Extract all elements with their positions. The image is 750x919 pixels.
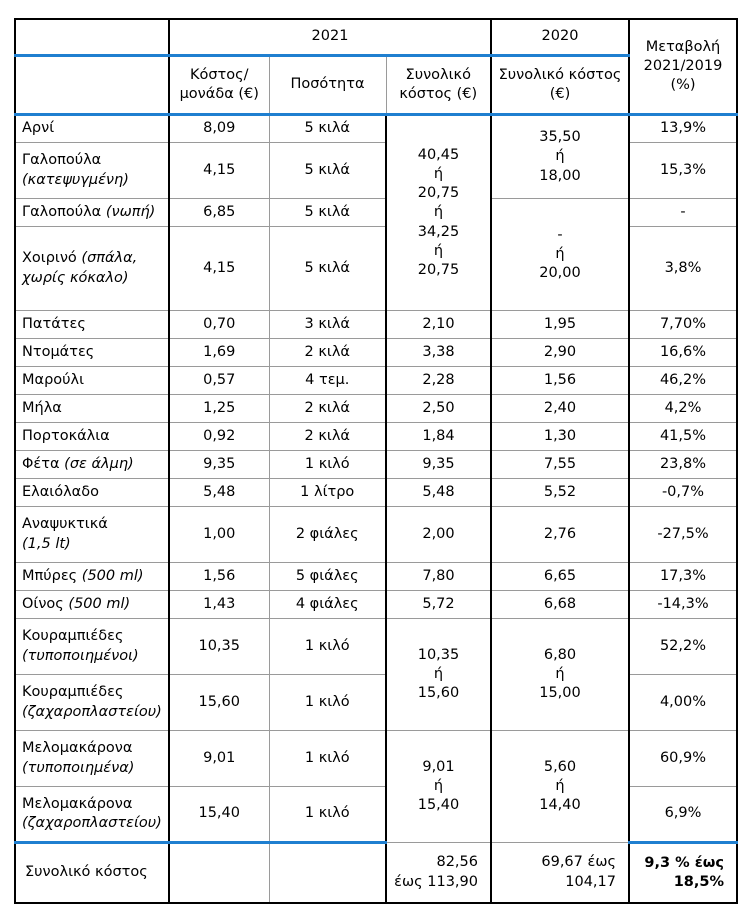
total-cost-2021: 7,80 [386,563,491,591]
cost-per-unit: 4,15 [169,227,269,311]
table-header-subrow [15,56,737,115]
quantity: 5 κιλά [269,115,386,143]
item-name-main: Κουραμπιέδες [22,684,124,701]
cost-per-unit: 5,48 [169,479,269,507]
change-percent: 41,5% [629,423,737,451]
item-name [15,507,169,563]
item-name-qualifier: (500 ml) [68,595,131,612]
cost-per-unit: 1,69 [169,339,269,367]
table-row [15,563,737,591]
item-name: Μήλα [15,395,169,423]
item-name-main: Μπύρες [22,567,78,584]
merged-line: - [557,226,563,243]
change-percent: - [629,199,737,227]
merged-line: 34,25 [417,223,460,240]
total-cost-2021: 2,10 [386,311,491,339]
table-row [15,451,737,479]
item-name [15,731,169,787]
table-row [15,731,737,787]
table-row [15,143,737,199]
item-name-main: Χοιρινό (σπάλα, [22,250,138,267]
merged-line: ή [433,665,444,682]
merged-line: 10,35 [417,646,460,663]
merged-line: ή [555,777,565,794]
header-cost-unit-line2: μονάδα (€) [179,86,259,102]
item-name [15,451,169,479]
total-cost-2020: 1,30 [491,423,629,451]
item-name-qualifier-open: (σπάλα, [81,250,138,267]
total-cost-2021: 2,00 [386,507,491,563]
total-row-label: Συνολικό κόστος [15,843,169,904]
table-row [15,339,737,367]
header-group-2021: 2021 [169,19,491,56]
header-total2020-line2: (€) [549,86,571,102]
merged-line: 6,80 [543,646,577,663]
item-name-qualifier: (κατεψυγμένη) [22,171,129,188]
table-row [15,115,737,143]
total-cost-2021: 2,28 [386,367,491,395]
header-change-line1: Μεταβολή [645,38,721,55]
table-row [15,591,737,619]
cost-per-unit: 10,35 [169,619,269,675]
change-percent: 17,3% [629,563,737,591]
item-name-main: Γαλοπούλα [22,203,102,220]
table-row [15,507,737,563]
total-cost-2021-merged-meat [386,115,491,311]
total-cost-2020: 2,90 [491,339,629,367]
total-row-total-2021 [386,843,491,904]
merged-line: 15,00 [539,685,581,702]
quantity: 5 κιλά [269,199,386,227]
quantity: 2 κιλά [269,423,386,451]
header-total2021-line2: κόστος (€) [399,86,478,102]
table-row [15,227,737,311]
total-cost-2021: 5,48 [386,479,491,507]
total-2021-line2: έως 113,90 [394,873,478,890]
merged-line: 5,60 [543,758,577,775]
total-cost-2020: 1,56 [491,367,629,395]
cost-per-unit: 9,35 [169,451,269,479]
total-change-line2: 18,5% [673,874,724,890]
change-percent: -0,7% [629,479,737,507]
merged-line: 15,60 [417,685,460,702]
change-percent: -27,5% [629,507,737,563]
item-name: Αρνί [15,115,169,143]
item-name-main: Κουραμπιέδες [22,628,124,645]
cost-per-unit: 6,85 [169,199,269,227]
item-name-main: Οίνος [22,595,64,612]
header-quantity: Ποσότητα [269,56,386,115]
cost-per-unit: 15,40 [169,787,269,843]
quantity: 1 κιλό [269,787,386,843]
merged-line: ή [433,204,444,221]
total-cost-2020: 2,40 [491,395,629,423]
change-percent: 13,9% [629,115,737,143]
merged-line: ή [433,242,444,259]
table-row [15,675,737,731]
item-name [15,787,169,843]
quantity: 1 κιλό [269,619,386,675]
table-row [15,311,737,339]
total-cost-2020: 5,52 [491,479,629,507]
item-name: Πατάτες [15,311,169,339]
total-row-quantity [269,843,386,904]
change-percent: -14,3% [629,591,737,619]
cost-per-unit: 4,15 [169,143,269,199]
quantity: 2 κιλά [269,395,386,423]
merged-line: 14,40 [539,797,581,814]
merged-line: 20,75 [417,185,460,202]
header-change-line3: (%) [670,77,696,94]
total-cost-2020-merged-turkey [491,115,629,199]
header-cost-unit-line1: Κόστος/ [189,66,249,83]
total-row-change [629,843,737,904]
merged-line: 9,01 [422,758,455,775]
total-cost-2021: 1,84 [386,423,491,451]
change-percent: 3,8% [629,227,737,311]
item-name [15,563,169,591]
total-2021-line1: 82,56 [436,854,478,871]
merged-line: ή [555,148,565,165]
quantity: 5 κιλά [269,227,386,311]
item-name [15,199,169,227]
header-change-line2: 2021/2019 [643,57,723,74]
header-total-cost-2021 [386,56,491,115]
total-row-cost-unit [169,843,269,904]
header-total-cost-2020 [491,56,629,115]
header-group-2020: 2020 [491,19,629,56]
quantity: 4 τεμ. [269,367,386,395]
item-name-qualifier: (500 ml) [81,567,144,584]
table-row [15,423,737,451]
table-row [15,395,737,423]
item-name-qualifier: (τυποποιημένα) [22,759,135,776]
item-name [15,591,169,619]
merged-line: ή [555,245,565,262]
total-cost-2020: 6,65 [491,563,629,591]
total-cost-2020-merged-kourabiedes [491,619,629,731]
merged-line: 18,00 [539,167,581,184]
total-row-total-2020 [491,843,629,904]
change-percent: 52,2% [629,619,737,675]
quantity: 1 κιλό [269,675,386,731]
item-name-main: Αναψυκτικά [22,516,108,533]
item-name: Ελαιόλαδο [15,479,169,507]
merged-line: ή [555,665,565,682]
merged-line: 20,75 [417,261,460,278]
cost-per-unit: 1,00 [169,507,269,563]
total-cost-2021: 3,38 [386,339,491,367]
item-name: Ντομάτες [15,339,169,367]
item-name-main: Μελομακάρονα [22,740,133,757]
cost-per-unit: 0,57 [169,367,269,395]
item-name-qualifier: (ζαχαροπλαστείου) [22,703,162,720]
merged-line: 40,45 [417,147,460,164]
total-cost-2020-merged-pork [491,199,629,311]
cost-per-unit: 0,70 [169,311,269,339]
quantity: 3 κιλά [269,311,386,339]
quantity: 2 φιάλες [269,507,386,563]
merged-line: ή [433,777,444,794]
total-cost-2020: 1,95 [491,311,629,339]
item-name [15,619,169,675]
item-name [15,675,169,731]
change-percent: 16,6% [629,339,737,367]
quantity: 5 κιλά [269,143,386,199]
cost-per-unit: 8,09 [169,115,269,143]
quantity: 2 κιλά [269,339,386,367]
total-cost-2020: 7,55 [491,451,629,479]
header-total2021-line1: Συνολικό [405,66,471,83]
change-percent: 4,2% [629,395,737,423]
item-name: Μαρούλι [15,367,169,395]
price-comparison-table-container [14,18,736,904]
cost-per-unit: 1,56 [169,563,269,591]
cost-per-unit: 0,92 [169,423,269,451]
item-name-main: Γαλοπούλα [22,152,102,169]
merged-line: 20,00 [539,265,581,282]
quantity: 4 φιάλες [269,591,386,619]
cost-per-unit: 9,01 [169,731,269,787]
quantity: 1 κιλό [269,451,386,479]
item-name-qualifier: (νωπή) [105,203,156,220]
item-name-qualifier: (1,5 lt) [22,535,71,552]
merged-line: 15,40 [417,797,460,814]
total-cost-2021: 5,72 [386,591,491,619]
quantity: 5 φιάλες [269,563,386,591]
header-cost-per-unit [169,56,269,115]
change-percent: 46,2% [629,367,737,395]
table-row [15,479,737,507]
total-2020-line1: 69,67 έως [541,854,616,871]
table-row [15,619,737,675]
change-percent: 7,70% [629,311,737,339]
total-cost-2021-merged-kourabiedes [386,619,491,731]
price-comparison-table [14,18,738,904]
total-cost-2020: 6,68 [491,591,629,619]
item-name-main: Μελομακάρονα [22,795,133,812]
quantity: 1 κιλό [269,731,386,787]
total-cost-2021: 2,50 [386,395,491,423]
header-item-cell [15,56,169,115]
total-change-line1: 9,3 % έως [644,854,724,871]
item-name-main: Φέτα [22,455,60,472]
quantity: 1 λίτρο [269,479,386,507]
item-name-qualifier: (σε άλμη) [64,455,134,472]
merged-line: ή [433,166,444,183]
change-percent: 60,9% [629,731,737,787]
total-2020-line2: 104,17 [565,873,616,890]
change-percent: 6,9% [629,787,737,843]
header-total2020-line1: Συνολικό κόστος [498,66,622,83]
change-percent: 4,00% [629,675,737,731]
change-percent: 23,8% [629,451,737,479]
total-cost-2020-merged-melomakarona [491,731,629,843]
cost-per-unit: 15,60 [169,675,269,731]
change-percent: 15,3% [629,143,737,199]
merged-line: 35,50 [539,129,581,146]
item-name [15,143,169,199]
table-row [15,787,737,843]
total-cost-2020: 2,76 [491,507,629,563]
item-name: Πορτοκάλια [15,423,169,451]
item-name-qualifier: (τυποποιημένοι) [22,647,139,664]
item-name-qualifier: χωρίς κόκαλο) [22,269,129,286]
total-cost-2021-merged-melomakarona [386,731,491,843]
table-row [15,367,737,395]
item-name-qualifier: (ζαχαροπλαστείου) [22,815,162,831]
header-change-column [629,19,737,115]
item-name [15,227,169,311]
table-total-row [15,843,737,904]
header-corner-cell [15,19,169,56]
table-row [15,199,737,227]
cost-per-unit: 1,25 [169,395,269,423]
cost-per-unit: 1,43 [169,591,269,619]
total-cost-2021: 9,35 [386,451,491,479]
table-header-group-row [15,19,737,56]
